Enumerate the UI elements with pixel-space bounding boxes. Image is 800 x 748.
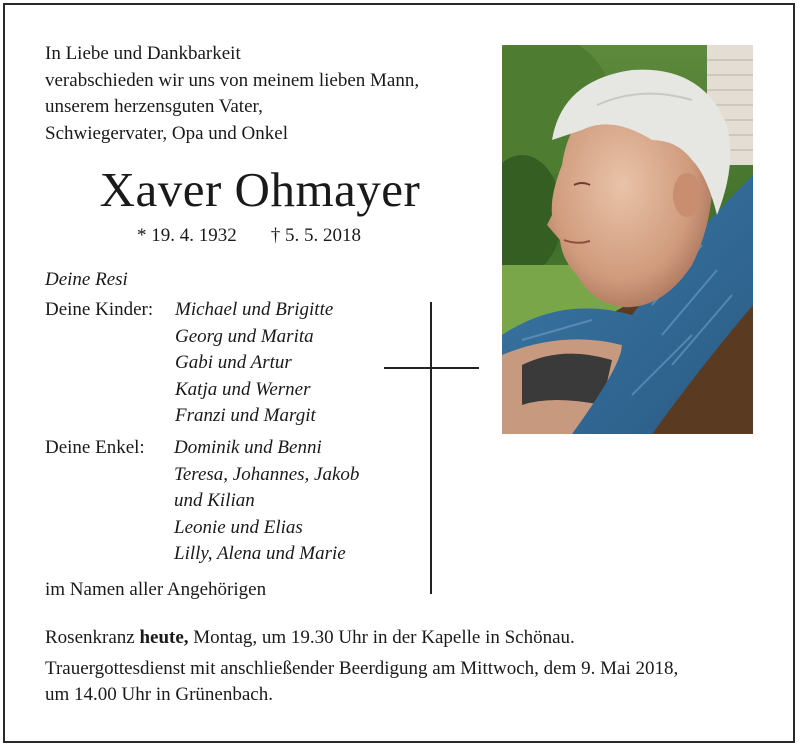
- rosary-details: Montag, um 19.30 Uhr in der Kapelle in Schönau.: [188, 627, 575, 648]
- grandchildren-label: Deine Enkel:: [45, 437, 145, 458]
- rosary-prefix: Rosenkranz: [45, 627, 140, 648]
- death-date: † 5. 5. 2018: [270, 225, 361, 246]
- intro-text: [45, 41, 419, 147]
- spouse-name: Deine Resi: [45, 269, 128, 290]
- cross-vertical-bar: [430, 302, 432, 594]
- funeral-notice: [45, 656, 678, 708]
- intro-line: Schwiegervater, Opa und Onkel: [45, 122, 288, 144]
- list-item: Franzi und Margit: [175, 405, 316, 426]
- life-dates: [137, 223, 361, 249]
- children-list: [175, 297, 333, 430]
- intro-line: verabschieden wir uns von meinem lieben Mann,: [45, 69, 420, 91]
- list-item: und Kilian: [174, 490, 255, 511]
- list-item: Gabi und Artur: [175, 352, 292, 373]
- cross-horizontal-bar: [384, 367, 479, 369]
- list-item: Dominik und Benni: [174, 437, 322, 458]
- list-item: Michael und Brigitte: [175, 299, 334, 320]
- intro-line: In Liebe und Dankbarkeit: [45, 43, 241, 64]
- closing-text: im Namen aller Angehörigen: [45, 579, 267, 600]
- deceased-name: Xaver Ohmayer: [99, 162, 421, 217]
- funeral-line: Trauergottesdienst mit anschließender Beerdigung am Mittwoch, dem 9. Mai 2018,: [45, 658, 679, 679]
- rosary-notice: [45, 625, 575, 651]
- children-label: Deine Kinder:: [45, 299, 154, 320]
- list-item: Katja und Werner: [175, 378, 311, 400]
- portrait-photo: [502, 45, 753, 434]
- list-item: Teresa, Johannes, Jakob: [174, 463, 360, 485]
- funeral-line: um 14.00 Uhr in Grünenbach.: [45, 684, 273, 705]
- intro-line: unserem herzensguten Vater,: [45, 96, 263, 117]
- grandchildren-list: [174, 435, 359, 568]
- birth-date: * 19. 4. 1932: [137, 225, 237, 246]
- list-item: Lilly, Alena und Marie: [174, 543, 346, 564]
- list-item: Leonie und Elias: [174, 516, 303, 538]
- rosary-today: heute,: [139, 627, 189, 648]
- list-item: Georg und Marita: [175, 325, 314, 347]
